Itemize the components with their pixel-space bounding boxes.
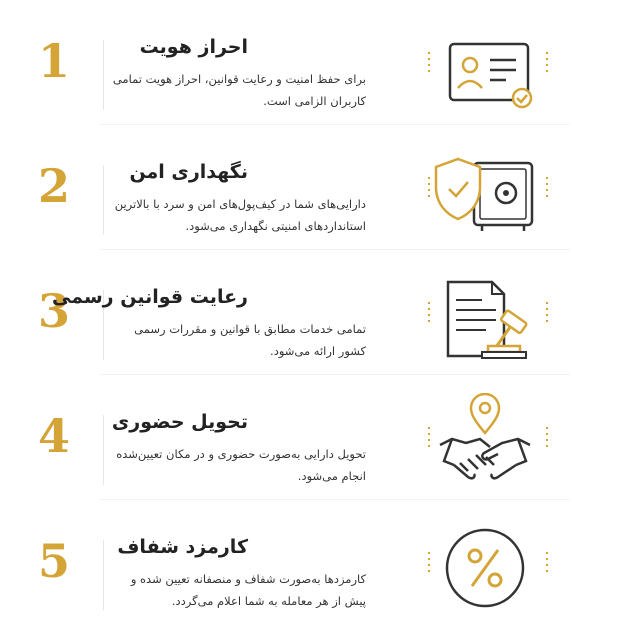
dots-decoration	[546, 552, 548, 576]
feature-description: دارایی‌های شما در کیف‌پول‌های امن و سرد با بالاترین استانداردهای امنیتی نگهداری می‌شود.	[114, 197, 366, 233]
step-number: 1	[37, 34, 70, 88]
feature-row	[0, 0, 624, 125]
feature-title: رعایت قوانین رسمی	[52, 286, 248, 308]
feature-description: برای حفظ امنیت و رعایت قوانین، احراز هویت تمامی کاربران الزامی است.	[112, 72, 366, 108]
feature-description: تمامی خدمات مطابق با قوانین و مقررات رسمی کشور ارائه می‌شود.	[134, 322, 366, 358]
percent-icon	[430, 518, 540, 614]
feature-title: احراز هویت	[139, 36, 248, 58]
divider	[103, 40, 104, 110]
document-gavel-icon	[430, 268, 540, 364]
divider	[103, 540, 104, 610]
step-number: 3	[37, 284, 70, 338]
feature-row	[0, 125, 624, 250]
feature-row	[0, 375, 624, 500]
dots-decoration	[546, 302, 548, 326]
dots-decoration	[546, 52, 548, 76]
handshake-location-icon	[430, 393, 540, 489]
shield-safe-icon	[430, 143, 540, 239]
id-card-icon	[430, 18, 540, 114]
feature-description: کارمزدها به‌صورت شفاف و منصفانه تعیین شده و پیش از هر معامله به شما اعلام می‌گردد.	[130, 572, 366, 608]
feature-title: نگهداری امن	[129, 161, 248, 183]
feature-row	[0, 250, 624, 375]
step-number: 5	[37, 534, 70, 588]
step-number: 4	[37, 409, 70, 463]
feature-title: کارمزد شفاف	[117, 536, 248, 558]
feature-description: تحویل دارایی به‌صورت حضوری و در مکان تعیین‌شده انجام می‌شود.	[116, 447, 366, 483]
step-number: 2	[37, 159, 70, 213]
feature-title: تحویل حضوری	[111, 411, 248, 433]
divider	[103, 415, 104, 485]
dots-decoration	[546, 427, 548, 451]
divider	[103, 165, 104, 235]
feature-row	[0, 500, 624, 625]
dots-decoration	[546, 177, 548, 201]
